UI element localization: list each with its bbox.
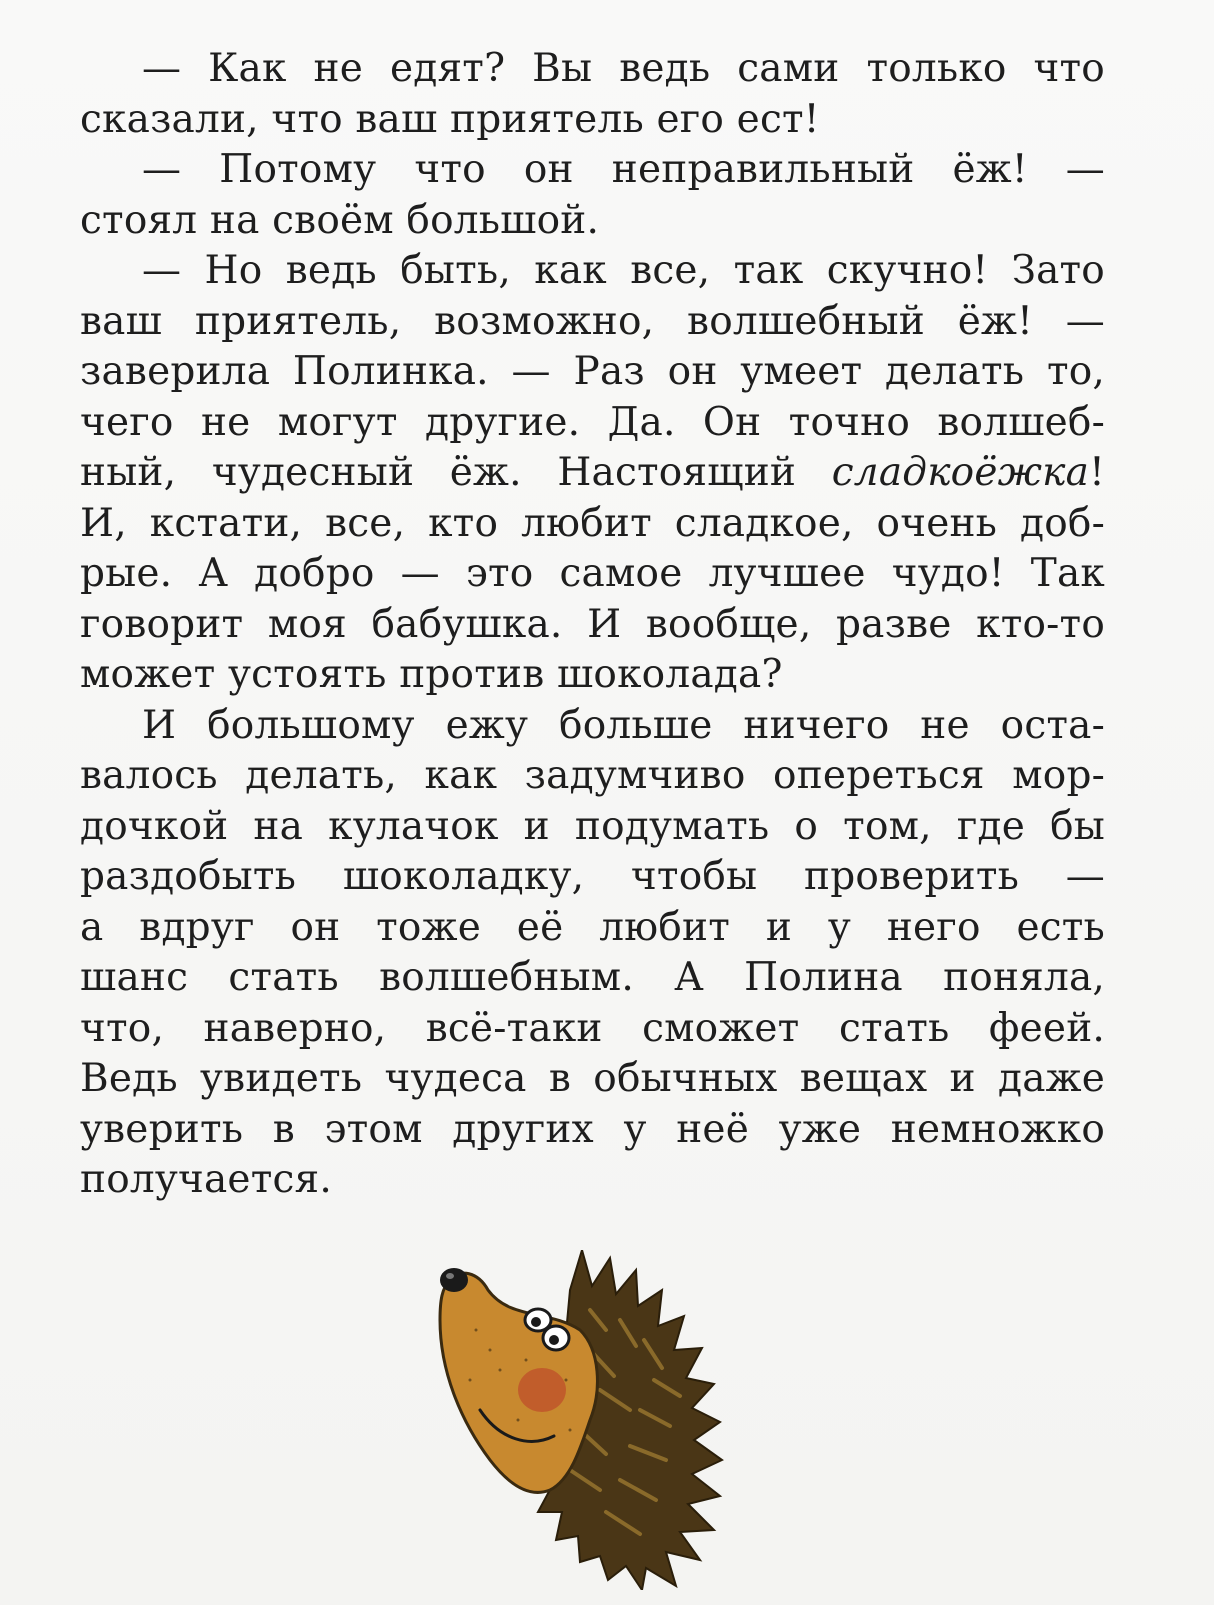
text-line: И, кстати, все, кто любит сладкое, очень доб- — [80, 500, 1105, 546]
paragraph-2 — [80, 145, 1105, 246]
paragraph-4 — [80, 701, 1105, 1206]
hedgehog-cheek — [518, 1368, 566, 1412]
text-line: И большому ежу больше ничего не оста- — [142, 702, 1105, 748]
paragraph-1 — [80, 44, 1105, 145]
text-line: рые. А добро — это самое лучшее чудо! Так — [80, 551, 1105, 596]
text-fragment: ный, чудесный ёж. Настоящий — [80, 450, 832, 495]
text-line: Ведь увидеть чудеса в обычных вещах и даже — [80, 1056, 1105, 1101]
text-line: получается. — [80, 1157, 332, 1202]
text-line: ваш приятель, возможно, волшебный ёж! — — [80, 298, 1105, 344]
text-line: что, наверно, всё-таки сможет стать феей. — [80, 1005, 1105, 1051]
hedgehog-nose — [440, 1268, 468, 1292]
text-line: дочкой на кулачок и подумать о том, где бы — [80, 803, 1105, 849]
text-line: раздобыть шоколадку, чтобы проверить — — [80, 854, 1105, 899]
text-fragment: ! — [1089, 450, 1105, 495]
text-line: стоял на своём большой. — [80, 197, 600, 243]
text-line: говорит моя бабушка. И вообще, разве кто-то — [80, 601, 1105, 647]
text-line: уверить в этом других у неё уже немножко — [80, 1106, 1105, 1152]
paragraph-3 — [80, 246, 1105, 701]
hedgehog-illustration-icon — [430, 1250, 760, 1590]
text-line: чего не могут другие. Да. Он точно волшеб- — [80, 399, 1105, 445]
italic-word: сладкоёжка — [831, 450, 1090, 495]
text-line: заверила Полинка. — Раз он умеет делать то, — [80, 349, 1105, 394]
text-line: — Как не едят? Вы ведь сами только что — [142, 46, 1105, 91]
text-line: — Потому что он неправильный ёж! — — [142, 147, 1105, 192]
text-line: сказали, что ваш приятель его ест! — [80, 96, 820, 142]
story-text — [80, 44, 1105, 1206]
text-line: а вдруг он тоже её любит и у него есть — [80, 904, 1105, 950]
text-line: может устоять против шоколада? — [80, 652, 783, 697]
text-line-with-italic — [80, 448, 1105, 499]
text-line: валось делать, как задумчиво опереться мор- — [80, 753, 1105, 798]
text-line: — Но ведь быть, как все, так скучно! Зато — [142, 248, 1105, 293]
text-line: шанс стать волшебным. А Полина поняла, — [80, 955, 1105, 1000]
